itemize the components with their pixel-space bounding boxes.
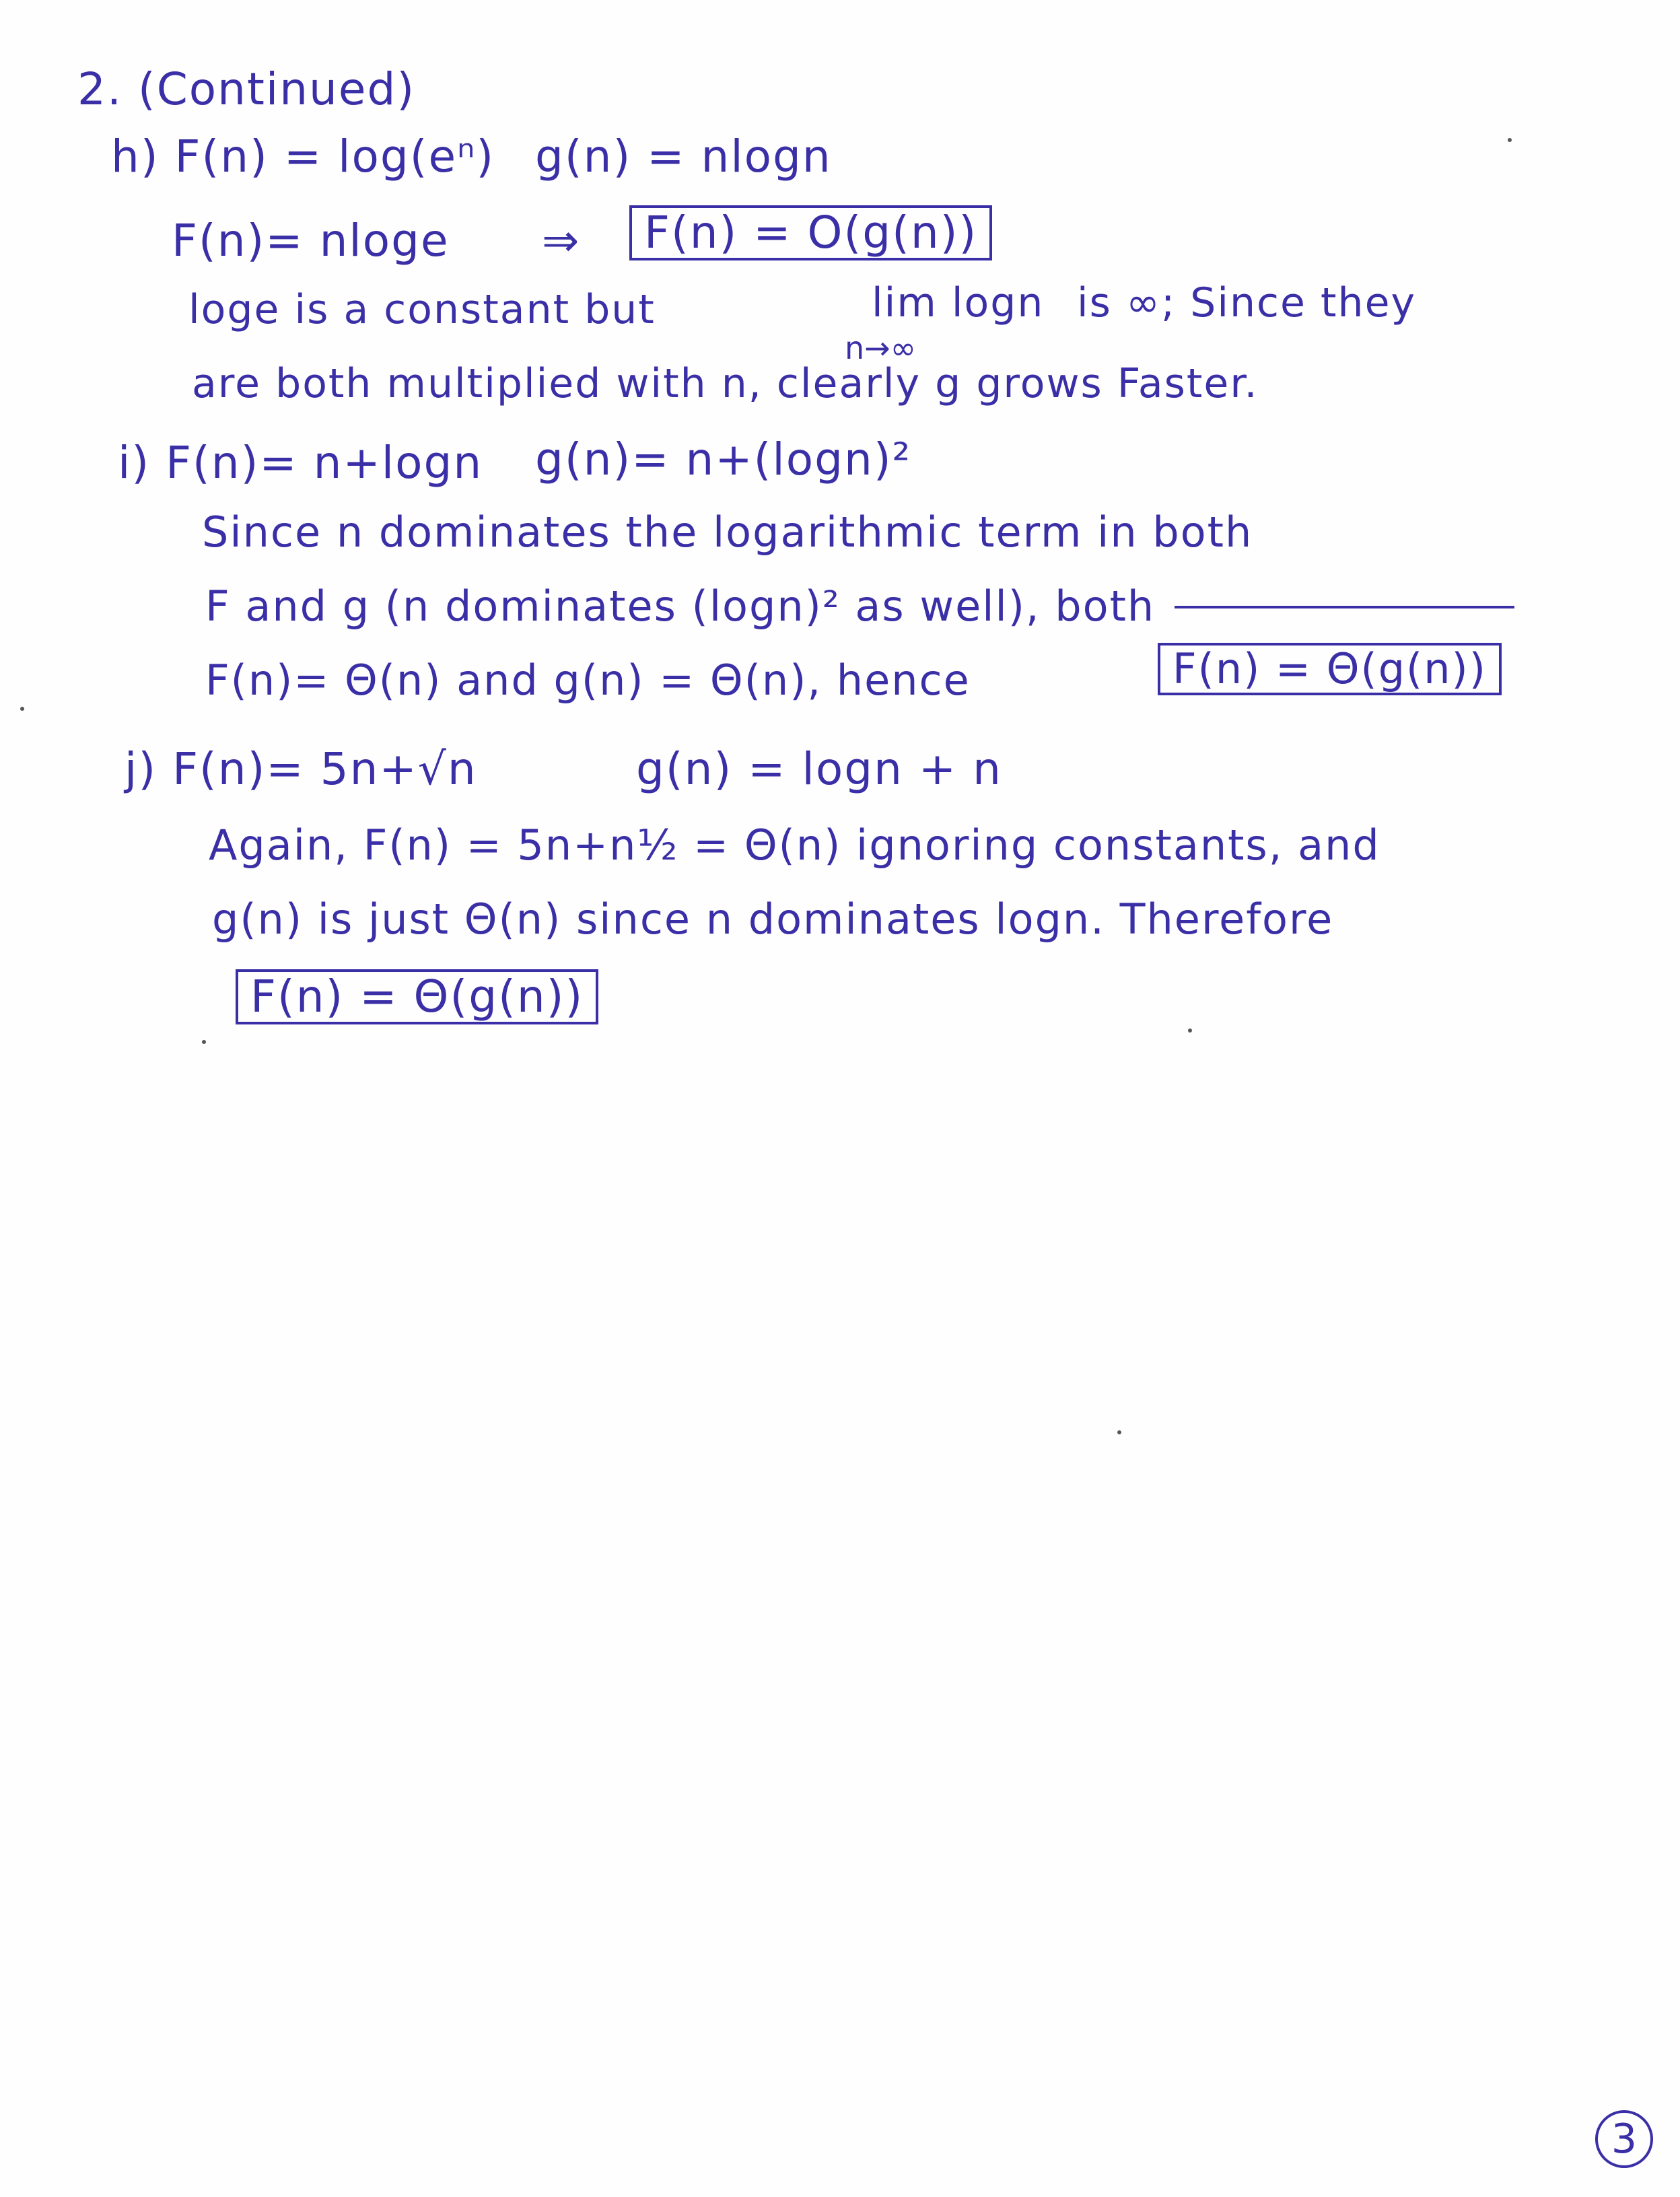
part-h-explanation-2: are both multiplied with n, clearly g grows Faster. — [192, 360, 1259, 407]
part-j-explanation-2: g(n) is just Θ(n) since n dominates logn. Therefore — [212, 895, 1334, 944]
part-h-implies-arrow: ⇒ — [542, 215, 581, 267]
part-h-limit: lim logn — [872, 279, 1045, 326]
section-header: 2. (Continued) — [77, 63, 416, 115]
part-i-box-top-stroke — [1175, 606, 1514, 608]
part-j-result-box — [236, 969, 598, 1024]
part-h-explanation-1b: is ∞; Since they — [1077, 279, 1417, 326]
scan-speck — [1117, 1430, 1121, 1434]
part-j-f-definition: j) F(n)= 5n+√n — [125, 743, 477, 795]
part-i-result: F(n) = Θ(g(n)) — [1158, 643, 1502, 695]
part-h-limit-subscript: n→∞ — [845, 330, 917, 366]
part-i-explanation-1: Since n dominates the logarithmic term in both — [202, 508, 1253, 557]
part-i-explanation-2: F and g (n dominates (logn)² as well), both — [205, 582, 1156, 631]
part-h-g-definition: g(n) = nlogn — [535, 131, 832, 182]
part-h-result: F(n) = O(g(n)) — [629, 205, 992, 260]
scan-speck — [20, 707, 24, 711]
part-i-explanation-3: F(n)= Θ(n) and g(n) = Θ(n), hence — [205, 656, 971, 705]
part-i-f-definition: i) F(n)= n+logn — [118, 437, 483, 489]
part-h-f-definition: h) F(n) = log(eⁿ) — [111, 131, 495, 182]
part-i-result-box — [1158, 643, 1502, 695]
scan-speck — [202, 1040, 206, 1044]
part-j-result: F(n) = Θ(g(n)) — [236, 969, 598, 1024]
part-j-explanation-1: Again, F(n) = 5n+n½ = Θ(n) ignoring constants, and — [209, 821, 1380, 870]
part-h-explanation-1a: loge is a constant but — [188, 286, 656, 333]
scan-speck — [1508, 138, 1512, 142]
part-h-result-box — [629, 205, 992, 260]
scan-speck — [1188, 1028, 1192, 1033]
page-number: 3 — [1595, 2110, 1653, 2168]
part-i-g-definition: g(n)= n+(logn)² — [535, 433, 912, 485]
part-h-f-simplified: F(n)= nloge — [172, 215, 450, 267]
part-j-g-definition: g(n) = logn + n — [636, 743, 1003, 795]
